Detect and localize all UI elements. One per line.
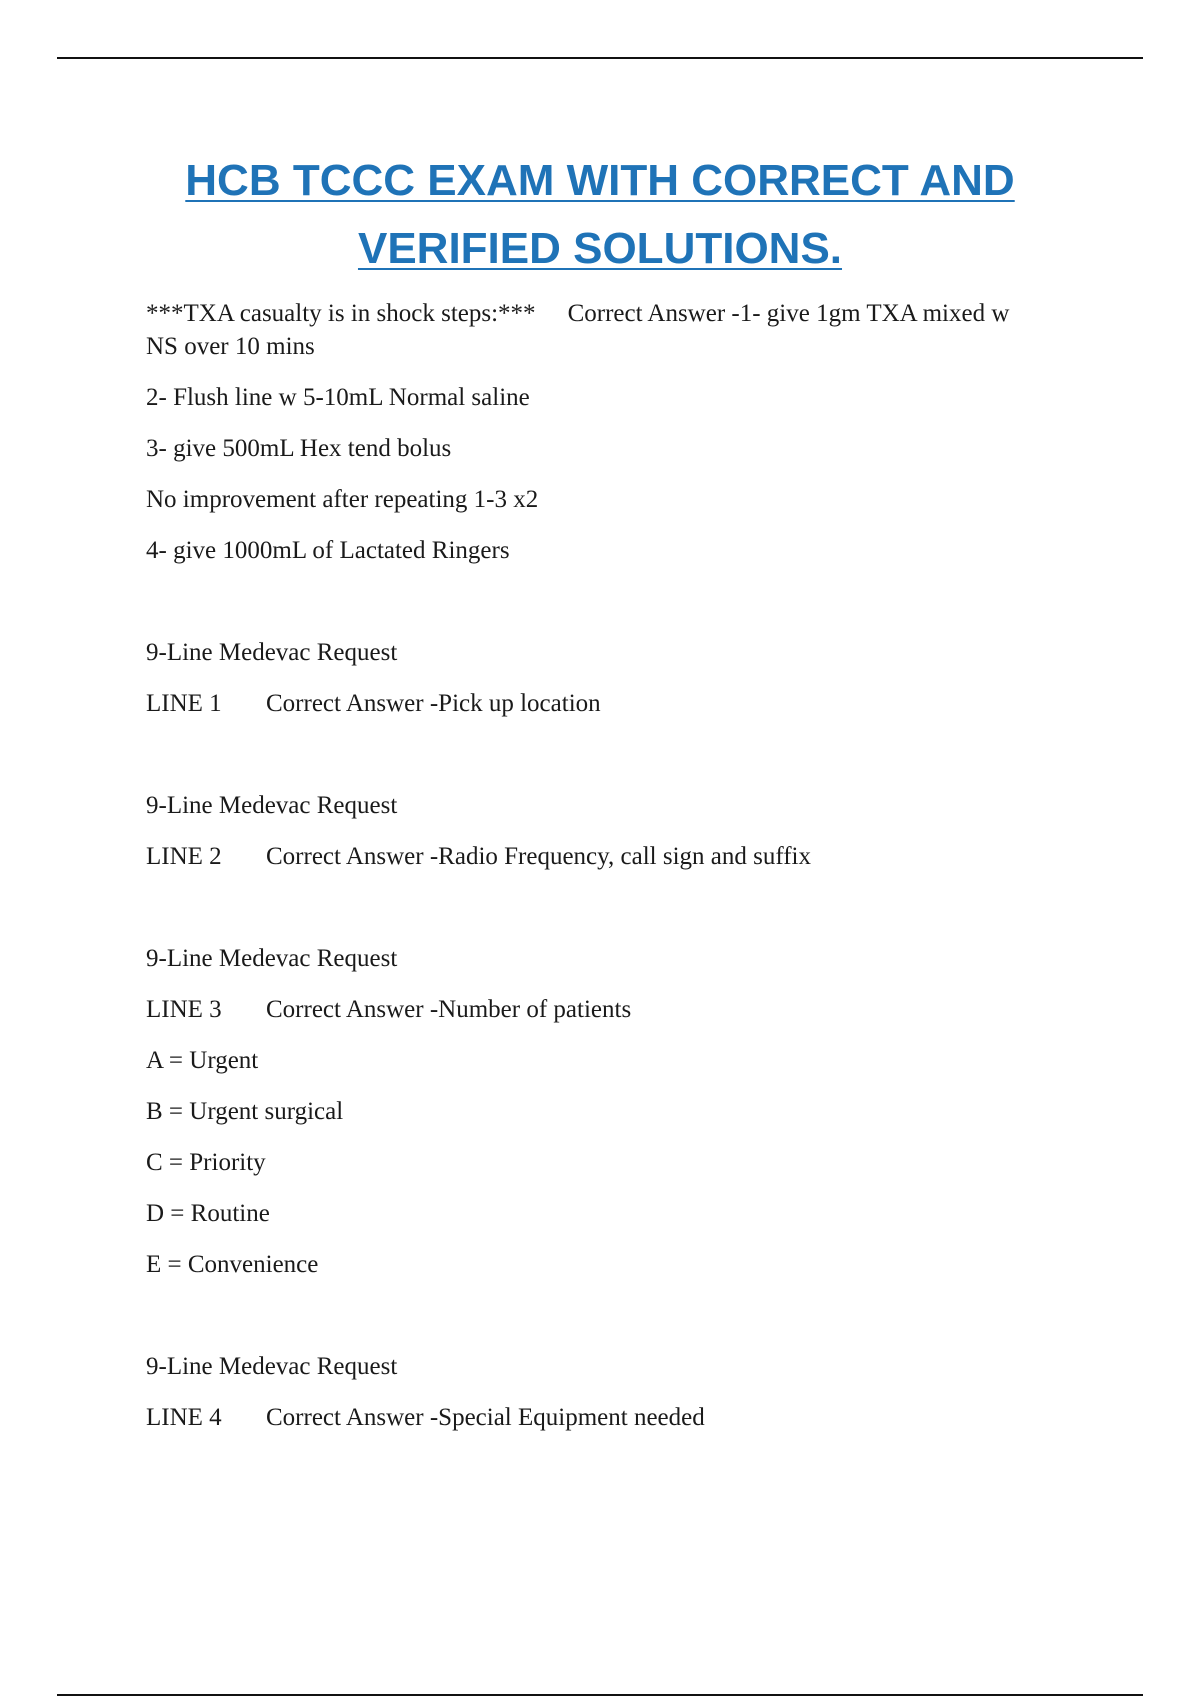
list-item: A = Urgent — [146, 1047, 259, 1074]
list-item: 3- give 500mL Hex tend bolus — [146, 435, 452, 462]
list-item: B = Urgent surgical — [146, 1098, 344, 1125]
medevac-heading: 9-Line Medevac Request — [146, 1353, 398, 1380]
document-title — [0, 147, 1200, 283]
answer-text: Correct Answer -Radio Frequency, call sign and suffix — [266, 843, 812, 870]
line-label: LINE 3 — [146, 996, 222, 1023]
answer-text: Correct Answer -Special Equipment needed — [266, 1404, 705, 1431]
list-item: 4- give 1000mL of Lactated Ringers — [146, 537, 510, 564]
line-label: LINE 1 — [146, 690, 222, 717]
header-rule — [57, 57, 1143, 59]
medevac-heading: 9-Line Medevac Request — [146, 792, 398, 819]
medevac-line — [146, 993, 1046, 1026]
line-label: LINE 2 — [146, 843, 222, 870]
txa-question-block — [146, 297, 1046, 363]
question-text: ***TXA casualty is in shock steps:*** — [146, 300, 536, 327]
list-item: C = Priority — [146, 1149, 266, 1176]
list-item: 2- Flush line w 5-10mL Normal saline — [146, 384, 530, 411]
list-item: D = Routine — [146, 1200, 270, 1227]
medevac-line — [146, 687, 1046, 720]
medevac-heading: 9-Line Medevac Request — [146, 639, 398, 666]
medevac-heading: 9-Line Medevac Request — [146, 945, 398, 972]
list-item: E = Convenience — [146, 1251, 319, 1278]
answer-text: Correct Answer -1- give 1gm TXA mixed w NS over 10 mins — [146, 300, 1010, 360]
title-line-1: HCB TCCC EXAM WITH CORRECT AND — [185, 156, 1015, 205]
answer-text: Correct Answer -Pick up location — [266, 690, 601, 717]
title-line-2: VERIFIED SOLUTIONS. — [357, 224, 843, 273]
document-body — [146, 297, 1046, 1452]
answer-text: Correct Answer -Number of patients — [266, 996, 632, 1023]
medevac-line — [146, 840, 1046, 873]
footer-rule — [57, 1694, 1143, 1696]
medevac-line — [146, 1401, 1046, 1434]
list-item: No improvement after repeating 1-3 x2 — [146, 486, 539, 513]
line-label: LINE 4 — [146, 1404, 222, 1431]
